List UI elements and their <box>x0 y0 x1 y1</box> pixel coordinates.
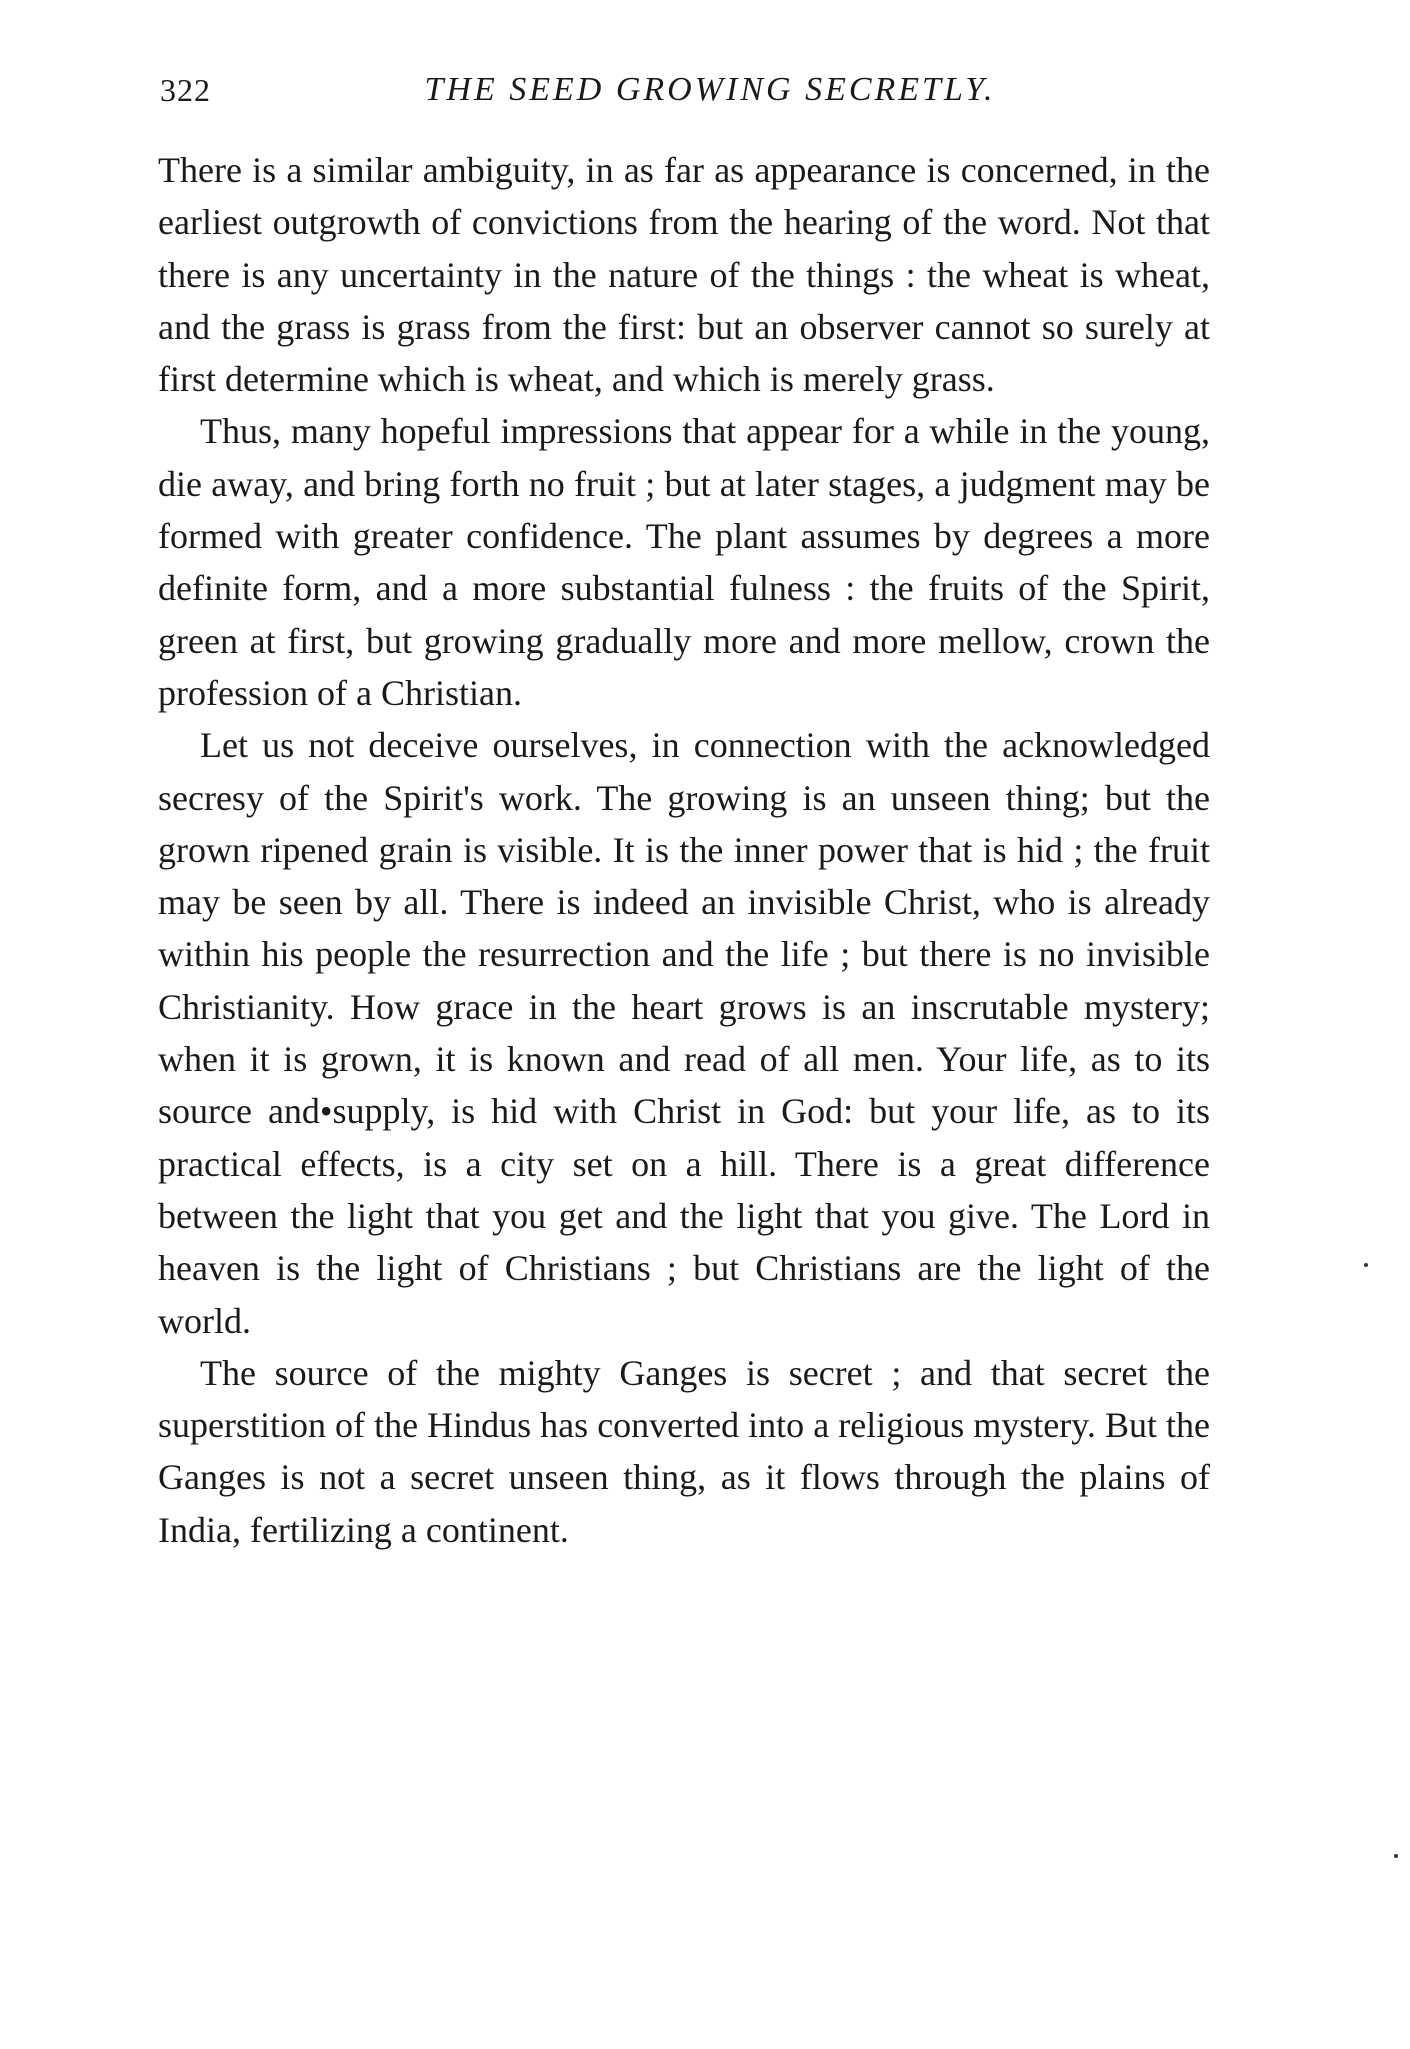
running-title: THE SEED GROWING SECRETLY. <box>424 71 996 108</box>
paragraph-4: The source of the mighty Ganges is secret ; and that secret the superstition of the Hindus has converted into a religious mystery. But the Ganges is not a secret unseen thing, as it flows through the plains of India, fertilizing a continent. <box>158 1352 1210 1550</box>
body-text <box>158 144 1210 1556</box>
scan-speck <box>1364 1263 1368 1267</box>
paragraph-1: There is a similar ambiguity, in as far as appearance is concerned, in the earliest outgrowth of convictions from the hearing of the word. Not that there is any uncertainty in the nature of the things : the wheat is wheat, and the grass is grass from the first: but an observer cannot so surely at first determine which is wheat, and which is merely grass. <box>158 150 1210 400</box>
scan-speck <box>1394 1854 1398 1858</box>
page-number: 322 <box>160 72 211 108</box>
paragraph-2: Thus, many hopeful impressions that appear for a while in the young, die away, and bring forth no fruit ; but at later stages, a judgment may be formed with greater confidence. The plant assumes by degrees a more definite form, and a more substantial fulness : the fruits of the Spirit, green at first, but growing gradually more and more mellow, crown the profession of a Christian. <box>158 411 1210 713</box>
running-head <box>160 68 1220 112</box>
paragraph-3: Let us not deceive ourselves, in connection with the acknowledged secresy of the Spirit's work. The growing is an unseen thing; but the grown ripened grain is visible. It is the inner power that is hid ; the fruit may be seen by all. There is indeed an invisible Christ, who is already within his people the resurrection and the life ; but there is no invisible Christianity. How grace in the heart grows is an inscrutable mystery; when it is grown, it is known and read of all men. Your life, as to its source and•supply, is hid with Christ in God: but your life, as to its practical effects, is a city set on a hill. There is a great difference between the light that you get and the light that you give. The Lord in heaven is the light of Christians ; but Christians are the light of the world. <box>158 725 1210 1341</box>
